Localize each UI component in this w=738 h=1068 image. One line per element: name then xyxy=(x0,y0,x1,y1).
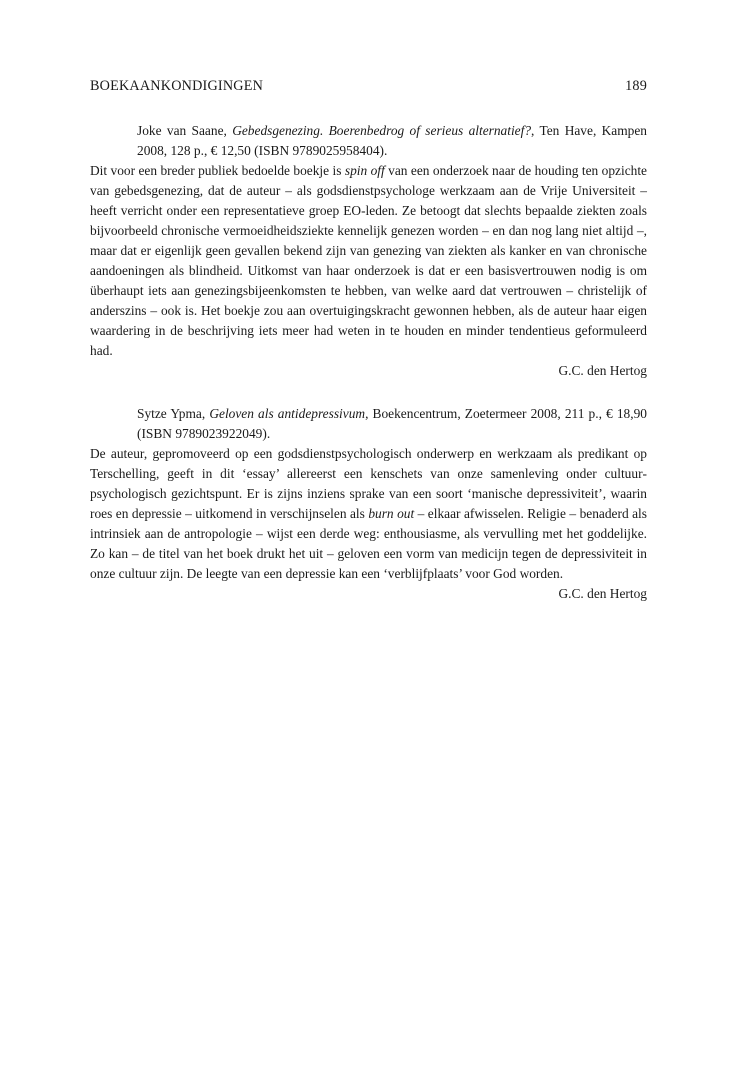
review-text xyxy=(90,444,647,584)
book-review-1 xyxy=(90,121,647,381)
book-title: Gebedsgenezing. Boerenbedrog of serieus alternatief? xyxy=(232,123,532,138)
book-author: Sytze Ypma, xyxy=(137,406,210,421)
review-text-part: Dit voor een breder publiek bedoelde boekje is xyxy=(90,163,345,178)
page-number: 189 xyxy=(625,78,647,94)
reviewer-name: G.C. den Hertog xyxy=(558,586,647,601)
running-title: BOEKAANKONDIGINGEN xyxy=(90,78,264,94)
book-details: , Ten Have, Kampen 2008, 128 p., € 12,50 (ISBN 9789025958404). xyxy=(137,123,647,158)
bibliographic-entry xyxy=(137,121,647,161)
bibliographic-entry xyxy=(137,404,647,444)
reviewer-name: G.C. den Hertog xyxy=(558,363,647,378)
running-header xyxy=(90,78,647,95)
page xyxy=(90,78,647,627)
review-text-part: van een onderzoek naar de houding ten opzichte van gebedsgenezing, dat de auteur – als godsdienstpsychologe werkzaam aan de Vrije Universiteit – heeft verricht onder een representatieve groep EO-leden. Ze betoogt dat slechts bepaalde ziekten zoals bijvoorbeeld chronische vermoeidheidsziekte kennelijk genezen worden – en dan nog lang niet altijd –, maar dat er eigenlijk geen gevallen bekend zijn van genezing van ziekten als kanker en van chronische aandoeningen als blindheid. Uitkomst van haar onderzoek is dat er een basisvertrouwen nodig is om überhaupt iets aan genezingsbijeenkomsten te hebben, van welke aard dat vertrouwen – christelijk of anderszins – ook is. Het boekje zou aan overtuigingskracht gewonnen hebben, als de auteur haar eigen waardering in de beschrijving iets meer had weten in te houden en minder tendentieus geformuleerd had. xyxy=(90,163,647,358)
book-details: , Boekencentrum, Zoetermeer 2008, 211 p., € 18,90 (ISBN 9789023922049). xyxy=(137,406,647,441)
review-text-italic: burn out xyxy=(368,506,415,521)
review-text-italic: spin off xyxy=(344,163,385,178)
book-title: Geloven als antidepressivum xyxy=(209,406,366,421)
review-text-part: De auteur, gepromoveerd op een godsdienstpsychologisch onderwerp en werkzaam als predikant op Terschelling, geeft in dit ‘essay’ allereerst een kenschets van onze samenleving onder cultuurpsychologisch gezichtspunt. Er is zijns inziens sprake van een soort ‘manische depressiviteit’, waarin roes en depressie – uitkomend in verschijnselen als xyxy=(90,446,647,521)
review-text xyxy=(90,161,647,361)
book-review-2 xyxy=(90,404,647,604)
book-author: Joke van Saane, xyxy=(137,123,233,138)
review-text-part: – elkaar afwisselen. Religie – benaderd als intrinsiek aan de antropologie – wijst een derde weg: enthousiasme, als vervulling met het goddelijke. Zo kan – de titel van het boek drukt het uit – geloven een vorm van medicijn tegen de depressiviteit in onze cultuur zijn. De leegte van een depressie kan een ‘verblijfplaats’ voor God worden. xyxy=(90,506,647,581)
